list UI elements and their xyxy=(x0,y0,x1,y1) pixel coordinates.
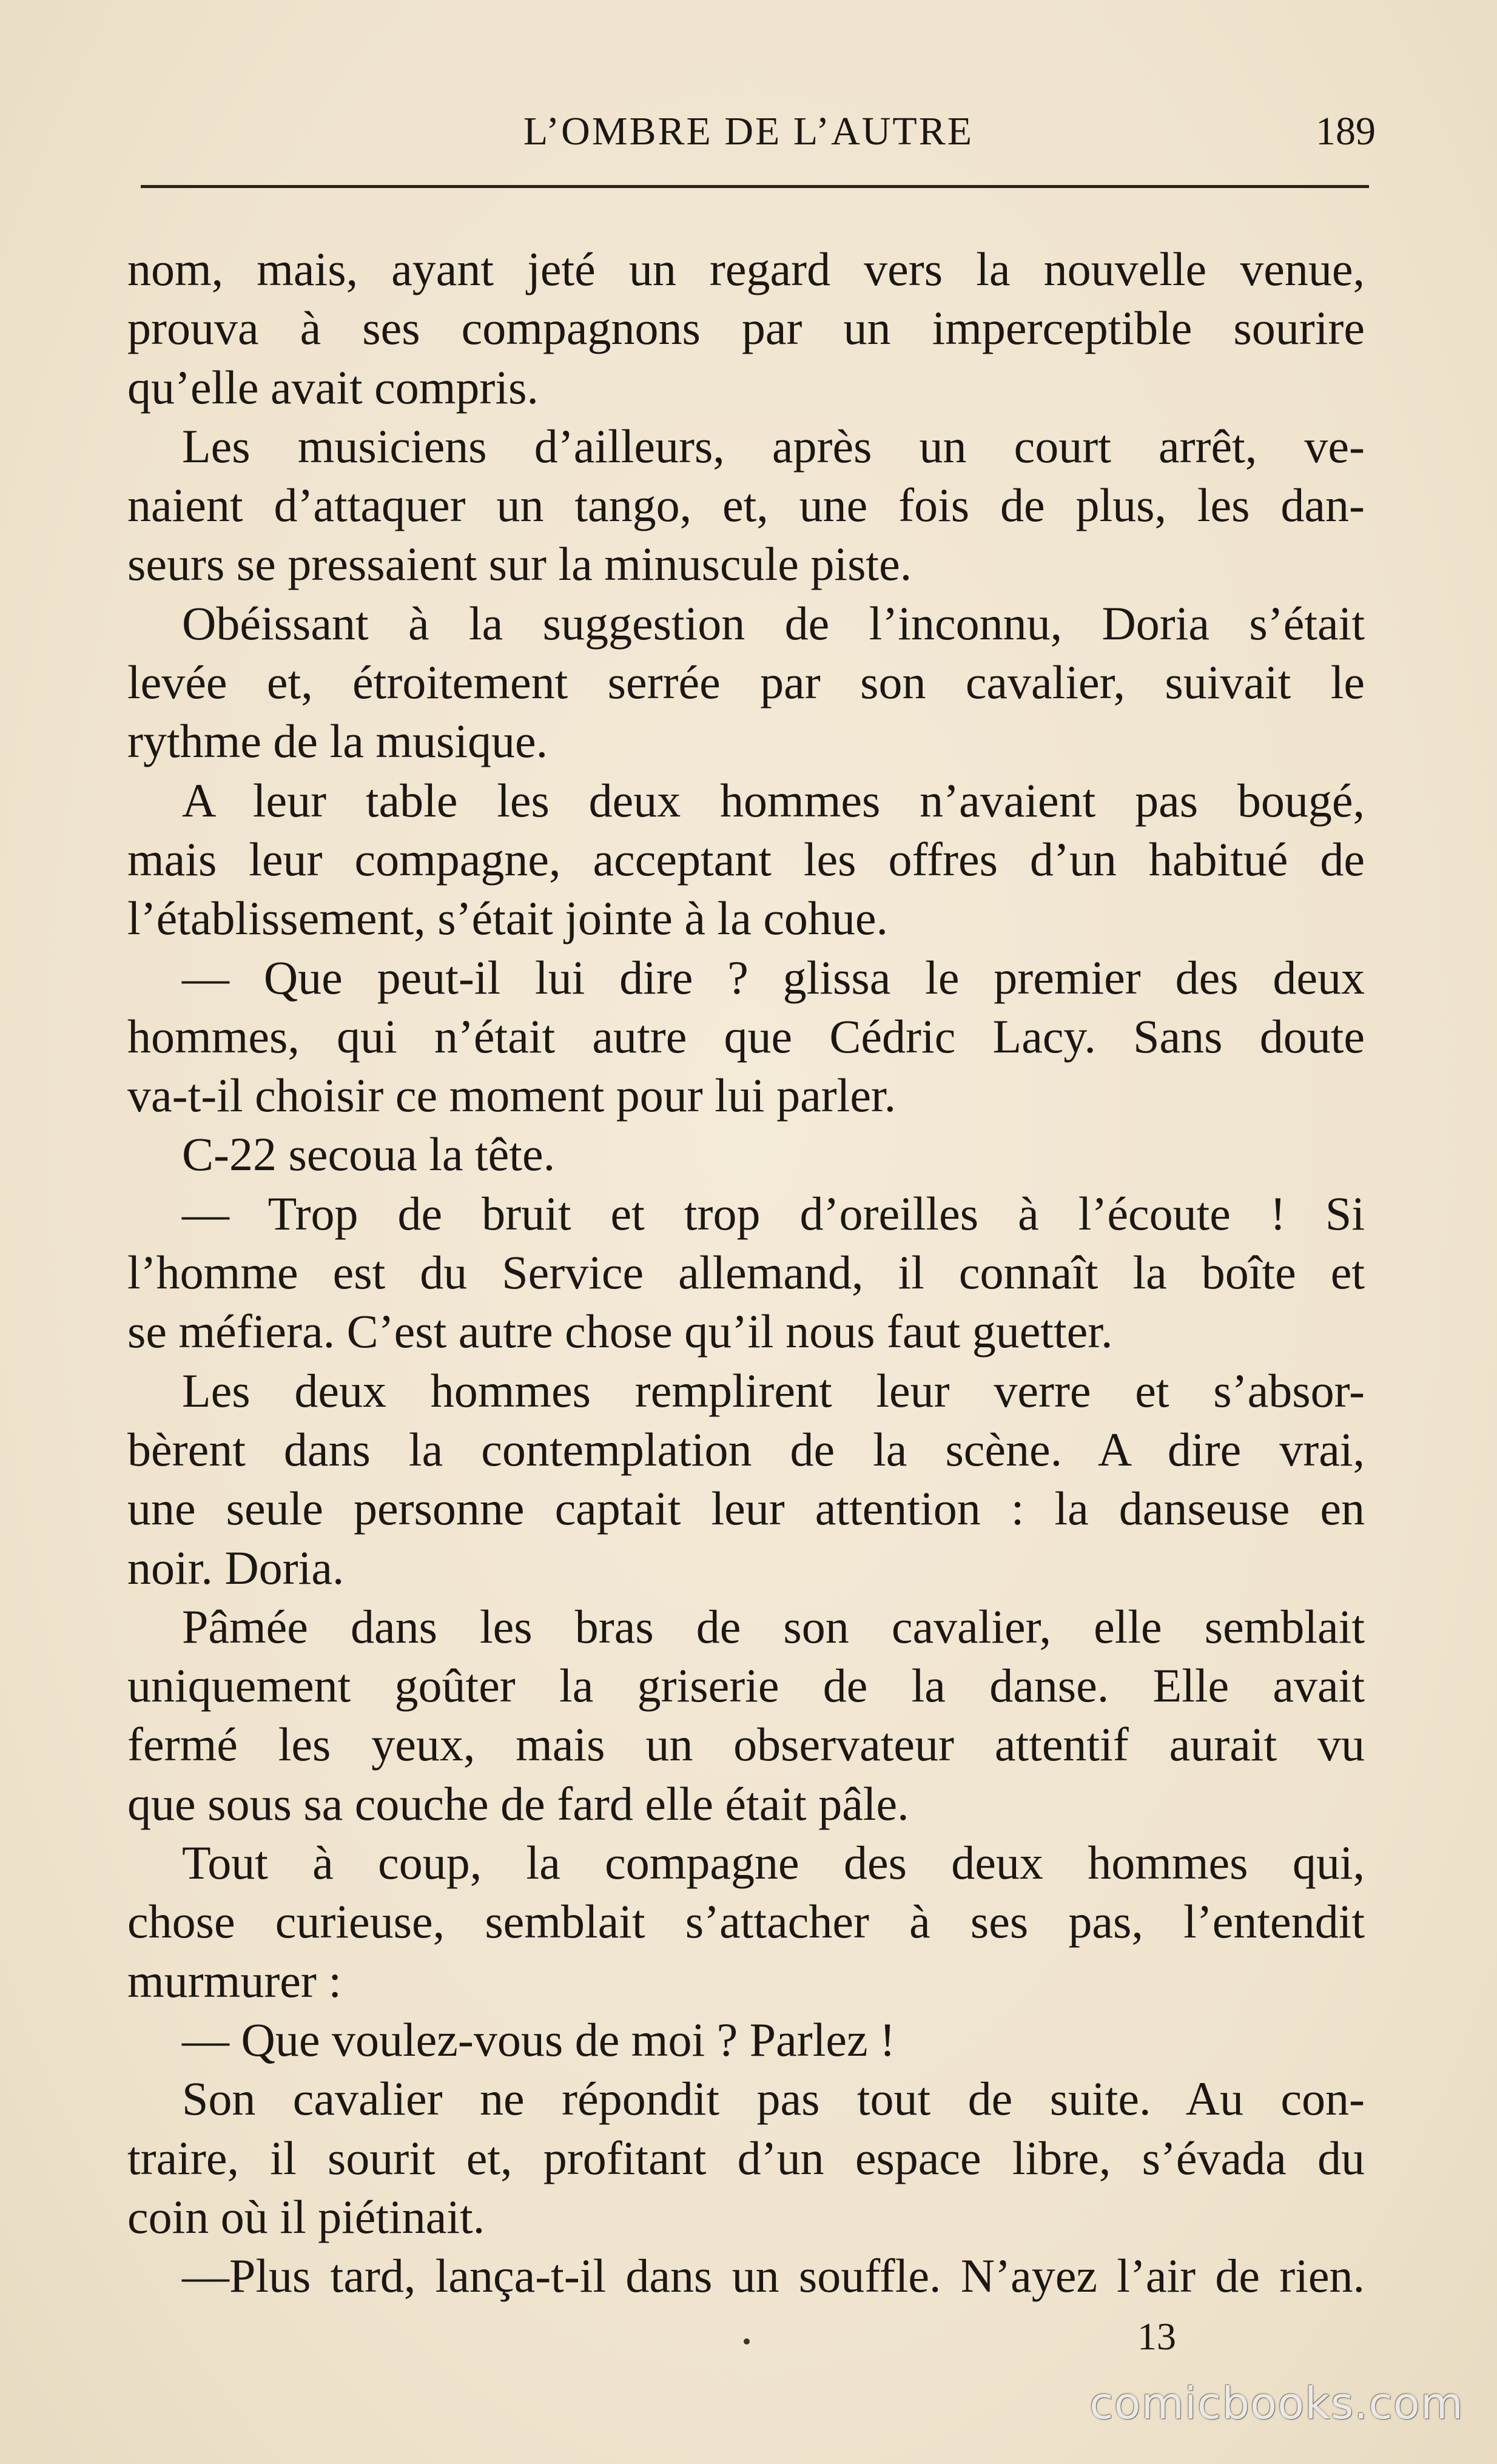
page-number: 189 xyxy=(1316,109,1376,153)
text-line: traire, il sourit et, profitant d’un espace libre, s’évada du xyxy=(127,2131,1365,2184)
body-text xyxy=(127,240,1365,2305)
text-line: Son cavalier ne répondit pas tout de suite. Au con- xyxy=(182,2072,1365,2126)
print-speck xyxy=(744,2338,750,2345)
text-line: naient d’attaquer un tango, et, une fois de plus, les dan- xyxy=(127,479,1365,532)
text-line: prouva à ses compagnons par un imperceptible sourire xyxy=(127,301,1365,355)
text-line: —Plus tard, lança-t-il dans un souffle. N’ayez l’air de rien. xyxy=(182,2249,1365,2303)
text-line: fermé les yeux, mais un observateur attentif aurait vu xyxy=(127,1718,1365,1771)
text-line: coin où il piétinait. xyxy=(127,2190,485,2243)
text-line: Les musiciens d’ailleurs, après un court arrêt, ve- xyxy=(182,419,1365,473)
text-line: Tout à coup, la compagne des deux hommes qui, xyxy=(182,1836,1365,1890)
text-line: que sous sa couche de fard elle était pâle. xyxy=(127,1777,909,1830)
text-line: seurs se pressaient sur la minuscule piste. xyxy=(127,537,912,591)
text-line: nom, mais, ayant jeté un regard vers la nouvelle venue, xyxy=(127,243,1365,295)
signature-mark: 13 xyxy=(1137,2315,1176,2358)
text-line: murmurer : xyxy=(127,1954,342,2007)
text-line: bèrent dans la contemplation de la scène. A dire vrai, xyxy=(127,1422,1365,1476)
text-line: C-22 secoua la tête. xyxy=(182,1128,556,1181)
text-line: hommes, qui n’était autre que Cédric Lacy. Sans doute xyxy=(127,1009,1365,1063)
text-line: va-t-il choisir ce moment pour lui parler. xyxy=(127,1069,897,1122)
text-line: A leur table les deux hommes n’avaient pas bougé, xyxy=(182,773,1365,827)
header-rule xyxy=(141,185,1369,188)
text-line: l’homme est du Service allemand, il connaît la boîte et xyxy=(127,1246,1365,1299)
text-line: Pâmée dans les bras de son cavalier, elle semblait xyxy=(182,1600,1365,1653)
text-line: Obéissant à la suggestion de l’inconnu, Doria s’était xyxy=(182,596,1365,650)
text-line: levée et, étroitement serrée par son cavalier, suivait le xyxy=(127,656,1365,709)
text-line: mais leur compagne, acceptant les offres d’un habitué de xyxy=(127,832,1365,886)
text-line: — Que voulez-vous de moi ? Parlez ! xyxy=(182,2013,896,2066)
text-line: — Que peut-il lui dire ? glissa le premier des deux xyxy=(182,951,1365,1004)
running-head xyxy=(0,100,1497,155)
text-line: rythme de la musique. xyxy=(127,715,548,768)
text-line: Les deux hommes remplirent leur verre et s’absor- xyxy=(182,1364,1365,1417)
text-line: noir. Doria. xyxy=(127,1541,345,1594)
text-line: qu’elle avait compris. xyxy=(127,360,539,414)
text-line: — Trop de bruit et trop d’oreilles à l’écoute ! Si xyxy=(182,1187,1365,1240)
watermark: comicbooks.com xyxy=(1089,2378,1464,2429)
text-line: une seule personne captait leur attention : la danseuse en xyxy=(127,1482,1365,1535)
running-title: L’OMBRE DE L’AUTRE xyxy=(523,109,974,153)
text-line: l’établissement, s’était jointe à la cohue. xyxy=(127,892,889,945)
text-line: chose curieuse, semblait s’attacher à ses pas, l’entendit xyxy=(127,1895,1365,1948)
text-line: se méfiera. C’est autre chose qu’il nous faut guetter. xyxy=(127,1305,1113,1358)
text-line: uniquement goûter la griserie de la danse. Elle avait xyxy=(127,1659,1365,1712)
